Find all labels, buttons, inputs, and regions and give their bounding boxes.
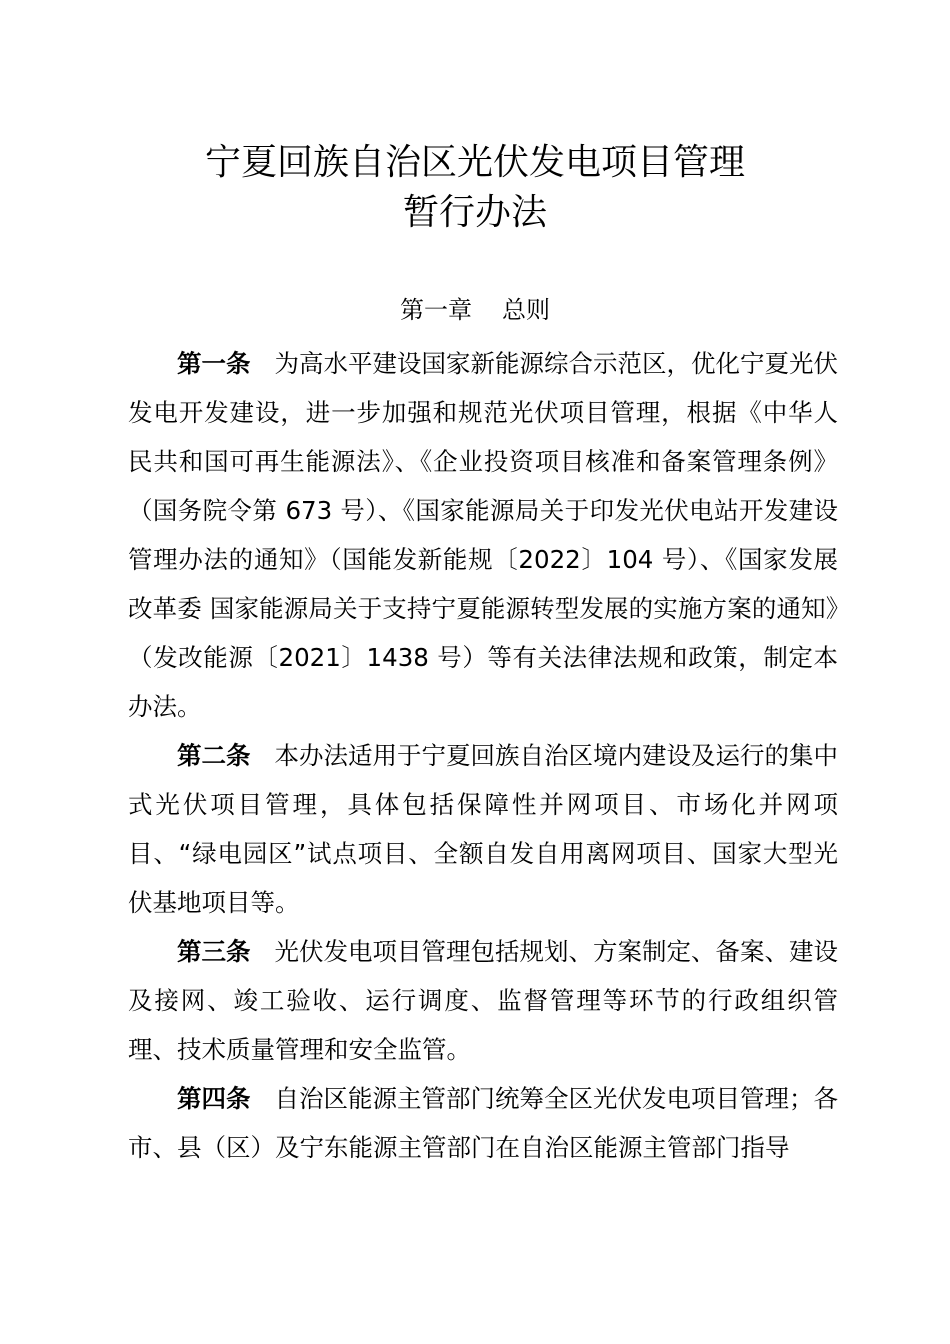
- article-label: 第三条: [177, 937, 251, 966]
- title-line-2: 暂行办法: [402, 192, 547, 233]
- article-text: 为高水平建设国家新能源综合示范区，优化宁夏光伏发电开发建设，进一步加强和规范光伏项目管理，根据《中华人民共和国可再生能源法》、《企业投资项目核准和备案管理条例》（国务院令第 673 号）、《国家能源局关于印发光伏电站开发建设管理办法的通知》（国能发新能规〔2022〕104 号）、《国家发展改革委 国家能源局关于支持宁夏能源转型发展的实施方案的通知》（发改能源〔2021〕1438 号）等有关法律法规和政策，制定本办法。: [128, 349, 838, 721]
- article-label: 第四条: [177, 1084, 251, 1113]
- article-3: [128, 927, 838, 1074]
- document-body: [128, 339, 838, 1172]
- chapter-heading: [0, 293, 950, 327]
- document-title: [0, 138, 950, 238]
- article-text: 光伏发电项目管理包括规划、方案制定、备案、建设及接网、竣工验收、运行调度、监督管理等环节的行政组织管理、技术质量管理和安全监管。: [128, 937, 838, 1064]
- title-line-1: 宁夏回族自治区光伏发电项目管理: [204, 142, 745, 183]
- article-label: 第一条: [177, 349, 251, 378]
- article-text: 自治区能源主管部门统筹全区光伏发电项目管理；各市、县（区）及宁东能源主管部门在自治区能源主管部门指导: [128, 1084, 838, 1162]
- article-1: [128, 339, 838, 731]
- article-text: 本办法适用于宁夏回族自治区境内建设及运行的集中式光伏项目管理，具体包括保障性并网项目、市场化并网项目、“绿电园区”试点项目、全额自发自用离网项目、国家大型光伏基地项目等。: [128, 741, 838, 917]
- article-4: [128, 1074, 838, 1172]
- article-label: 第二条: [177, 741, 251, 770]
- chapter-title: 总则: [502, 296, 550, 324]
- chapter-number: 第一章: [400, 296, 472, 324]
- article-2: [128, 731, 838, 927]
